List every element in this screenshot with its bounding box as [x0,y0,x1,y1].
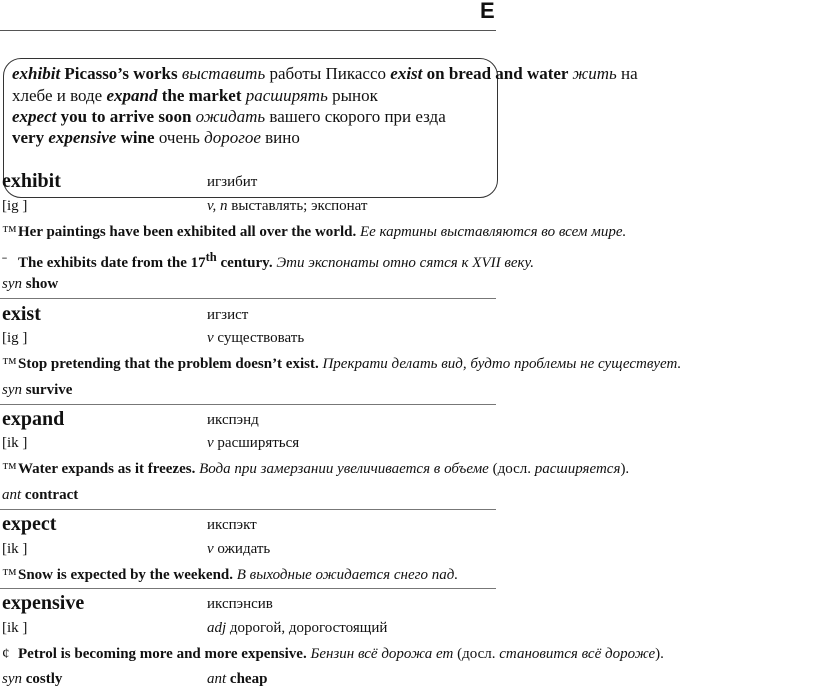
headword-expect: expect [2,513,57,535]
transliteration-exhibit: игзибит [207,174,258,190]
page-letter: E [480,0,495,23]
entry-divider [0,509,496,510]
entry-divider [0,298,496,299]
example-marker-icon: ™ [2,356,17,372]
intro-line-2: хлебе и воде expand the market расширять рынок [12,86,378,105]
headword-exhibit: exhibit [2,170,61,192]
antonym-expensive: ant cheap [207,671,268,687]
headword-expensive: expensive [2,592,85,614]
transliteration-exist: игзист [207,307,249,323]
example-marker-icon: ™ [2,567,17,583]
definition-expect: v ожидать [207,541,271,557]
headword-expand: expand [2,408,65,430]
transliteration-expand: икспэнд [207,412,259,428]
definition-expand: v расширяться [207,435,300,451]
ipa-expect: [ik ] [2,541,28,557]
entry-divider [0,404,496,405]
synonym-exist: syn survive [2,382,73,398]
transliteration-expensive: икспэнсив [207,596,273,612]
ipa-expensive: [ik ] [2,620,28,636]
intro-line-4: very expensive wine очень дорогое вино [12,128,300,147]
transliteration-expect: икспэкт [207,517,257,533]
example-expensive-1: ¢ Petrol is becoming more and more expensive. Бензин всё дорожа ет (досл. становится всё дороже). [2,646,664,662]
definition-expensive: adj дорогой, дорогостоящий [207,620,388,636]
definition-exhibit: v, n выставлять; экспонат [207,198,368,214]
example-expand-1: ™Water expands as it freezes. Вода при замерзании увеличивается в объеме (досл. расширяется). [2,461,630,477]
definition-exist: v существовать [207,330,305,346]
synonym-expensive: syn costly [2,671,63,687]
example-marker-icon: ™ [2,461,17,477]
example-exhibit-1: ™Her paintings have been exhibited all over the world. Ее картины выставляются во всем мире. [2,224,627,240]
intro-line-1: exhibit Picasso’s works выставить работы Пикассо exist on bread and water жить на [12,64,638,83]
example-marker-icon: ¢ [2,646,10,662]
ipa-exhibit: [ig ] [2,198,28,214]
example-expect-1: ™Snow is expected by the weekend. В выходные ожидается снего пад. [2,567,459,583]
ipa-exist: [ig ] [2,330,28,346]
example-marker-icon: ™ [2,224,17,240]
ipa-expand: [ik ] [2,435,28,451]
entry-divider [0,588,496,589]
example-exhibit-2: ˉ The exhibits date from the 17th century. Эти экспонаты отно сятся к XVII веку. [2,250,534,271]
antonym-expand: ant contract [2,487,79,503]
top-divider [0,30,496,31]
headword-exist: exist [2,303,41,325]
intro-line-3: expect you to arrive soon ожидать вашего скорого при езда [12,107,446,126]
example-marker-icon: ˉ [2,255,7,271]
example-exist-1: ™Stop pretending that the problem doesn’t exist. Прекрати делать вид, будто проблемы не существует. [2,356,682,372]
synonym-exhibit: syn show [2,276,59,292]
